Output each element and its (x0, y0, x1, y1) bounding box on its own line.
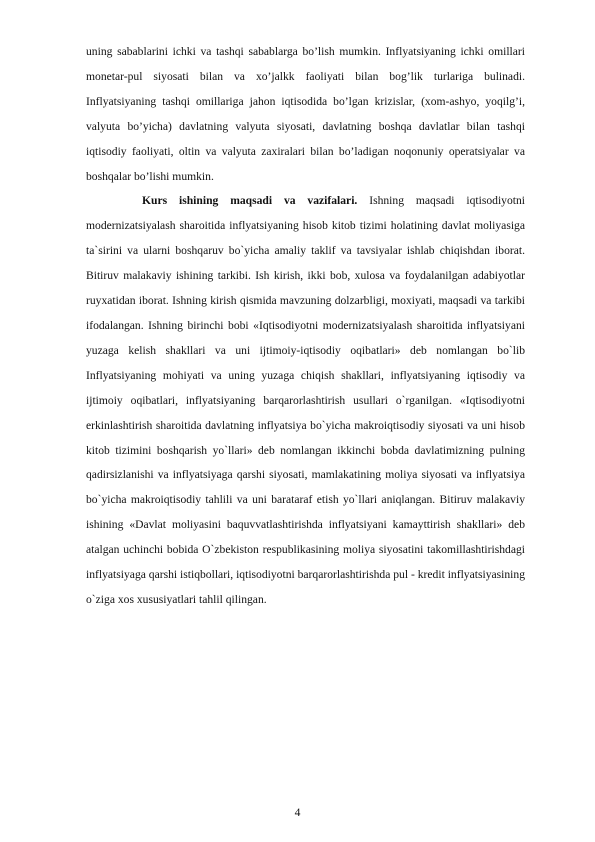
section-heading: Kurs ishining maqsadi va vazifalari. (142, 194, 358, 208)
paragraph-goals-and-tasks (86, 189, 525, 612)
page-number: 4 (294, 806, 301, 819)
section-body: Ishning maqsadi iqtisodiyotni modernizatsiyalash sharoitida inflyatsiyaning hisob kitob tizimi holatining davlat moliyasiga ta`sirini va ularni boshqaruv bo`yicha amaliy taklif va tavsiyalar ishlab chiqishdan iborat. Bitiruv malakaviy ishining tarkibi. Ish kirish, ikki bob, xulosa va foydalanilgan adabiyotlar ruyxatidan iborat. Ishning kirish qismida mavzuning dolzarbligi, moxiyati, maqsadi va tarkibi ifodalangan. Ishning birinchi bobi «Iqtisodiyotni modernizatsiyalash sharoitida inflyatsiyani yuzaga kelish shakllari va uni ijtimoiy-iqtisodiy oqibatlari» deb nomlangan bo`lib Inflyatsiyaning mohiyati va uning yuzaga chiqish shakllari, inflyatsiyaning iqtisodiy va ijtimoiy oqibatlari, inflyatsiyaning barqarorlashtirish usullari o`rganilgan. «Iqtisodiyotni erkinlashtirish sharoitida davlatning inflyatsiya bo`yicha makroiqtisodiy siyosati va uni hisob kitob tizimini boshqarish yo`llari» deb nomlangan ikkinchi bobda davlatimizning pulning qadirsizlanishi va inflyatsiyaga qarshi siyosati, mamlakatining moliya siyosati va inflyatsiya bo`yicha makroiqtisodiy tahlili va uni baratarаf etish yo`llari aniqlangan. Bitiruv malakaviy ishining «Davlat moliyasini baquvvatlashtirishda inflyatsiyani kamayttirish shakllari» deb atalgan uchinchi bobida O`zbekiston respublikasining moliya siyosatini takomillashtirishdagi inflyatsiyaga qarshi istiqbollari, iqtisodiyotni barqarorlashtirishda pul - kredit inflyatsiyasining o`ziga xos xususiyatlari tahlil qilingan. (86, 194, 525, 606)
document-body (86, 40, 525, 613)
paragraph-causes-of-inflation: uning sabablarini ichki va tashqi sabablarga bo’lish mumkin. Inflyatsiyaning ichki omillari monetar-pul siyosati bilan va xo’jalkk faoliyati bilan bog’lik turlariga bulinadi. Inflyatsiyaning tashqi omillariga jahon iqtisodida bo’lgan krizislar, (xom-ashyo, yoqilg’i, valyuta bo’yicha) davlatning valyuta siyosati, davlatning boshqa davlatlar bilan tashqi iqtisodiy faoliyati, oltin va valyuta zaxiralari bilan bo’ladigan noqonuniy operatsiyalar va boshqalar bo’lishi mumkin. (86, 45, 525, 183)
